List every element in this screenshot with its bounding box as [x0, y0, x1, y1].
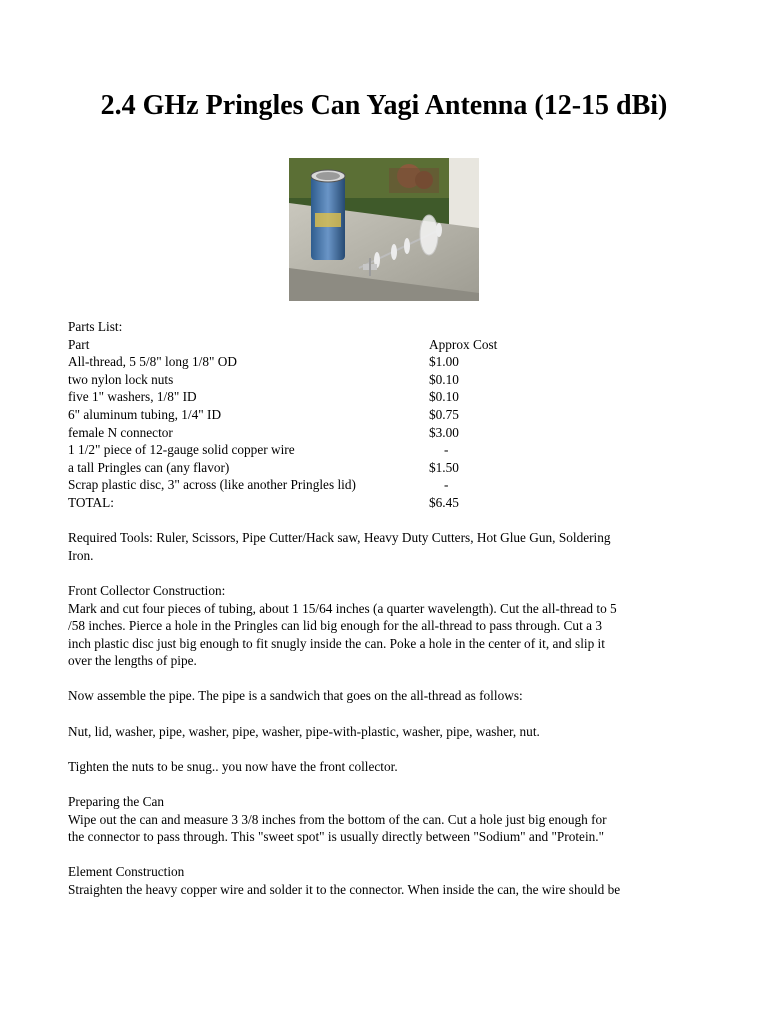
- table-row: [68, 388, 708, 406]
- table-row: [68, 371, 708, 389]
- part-name: 6" aluminum tubing, 1/4" ID: [68, 406, 222, 422]
- part-cost: $0.10: [429, 371, 459, 387]
- tighten-text: Tighten the nuts to be snug.. you now have the front collector.: [68, 758, 398, 774]
- preparing-can-text: the connector to pass through. This "sweet spot" is usually directly between "Sodium" and "Protein.": [68, 829, 605, 845]
- antenna-photo: [289, 158, 479, 301]
- table-row: [68, 406, 708, 424]
- front-collector-text: inch plastic disc just big enough to fit snugly inside the can. Poke a hole in the center of it, and slip it: [68, 635, 605, 651]
- preparing-can-heading: Preparing the Can: [68, 794, 165, 810]
- required-tools-text-cont: Iron.: [68, 547, 94, 563]
- part-name: 1 1/2" piece of 12-gauge solid copper wire: [68, 442, 295, 458]
- required-tools-text: Required Tools: Ruler, Scissors, Pipe Cutter/Hack saw, Heavy Duty Cutters, Hot Glue Gun, Soldering: [68, 530, 611, 546]
- preparing-can-text: Wipe out the can and measure 3 3/8 inches from the bottom of the can. Cut a hole just big enough for: [68, 811, 607, 827]
- part-cost: $0.75: [429, 406, 459, 422]
- front-collector-text: Mark and cut four pieces of tubing, about 1 15/64 inches (a quarter wavelength). Cut the all-thread to 5: [68, 600, 617, 616]
- document-body: [68, 318, 708, 899]
- front-collector-heading: Front Collector Construction:: [68, 582, 226, 598]
- table-row: [68, 441, 708, 459]
- page-title: 2.4 GHz Pringles Can Yagi Antenna (12-15 dBi): [100, 90, 668, 121]
- part-name: female N connector: [68, 424, 173, 440]
- part-name: Scrap plastic disc, 3" across (like another Pringles lid): [68, 477, 356, 493]
- part-cost: $0.10: [429, 389, 459, 405]
- part-cost: -: [444, 477, 449, 493]
- total-cost: $6.45: [429, 494, 459, 510]
- part-name: a tall Pringles can (any flavor): [68, 459, 230, 475]
- table-row: [68, 353, 708, 371]
- front-collector-text: /58 inches. Pierce a hole in the Pringles can lid big enough for the all-thread to pass through. Cut a 3: [68, 618, 602, 634]
- parts-table-header: [68, 336, 708, 354]
- assemble-text: Now assemble the pipe. The pipe is a sandwich that goes on the all-thread as follows:: [68, 688, 523, 704]
- total-label: TOTAL:: [68, 494, 114, 510]
- cost-column-header: Approx Cost: [429, 336, 498, 352]
- parts-list-heading: Parts List:: [68, 319, 123, 334]
- part-cost: $1.50: [429, 459, 459, 475]
- part-name: five 1" washers, 1/8" ID: [68, 389, 197, 405]
- front-collector-text: over the lengths of pipe.: [68, 653, 197, 669]
- part-cost: $3.00: [429, 424, 459, 440]
- part-name: two nylon lock nuts: [68, 371, 174, 387]
- element-construction-text: Straighten the heavy copper wire and solder it to the connector. When inside the can, the wire should be: [68, 882, 621, 897]
- element-construction-heading: Element Construction: [68, 864, 185, 880]
- total-row: [68, 494, 708, 512]
- assembly-sequence: Nut, lid, washer, pipe, washer, pipe, washer, pipe-with-plastic, washer, pipe, washer, nut.: [68, 723, 540, 739]
- table-row: [68, 424, 708, 442]
- part-cost: $1.00: [429, 354, 459, 370]
- table-row: [68, 476, 708, 494]
- part-cost: -: [444, 442, 449, 458]
- table-row: [68, 459, 708, 477]
- part-column-header: Part: [68, 336, 90, 352]
- part-name: All-thread, 5 5/8" long 1/8" OD: [68, 354, 237, 370]
